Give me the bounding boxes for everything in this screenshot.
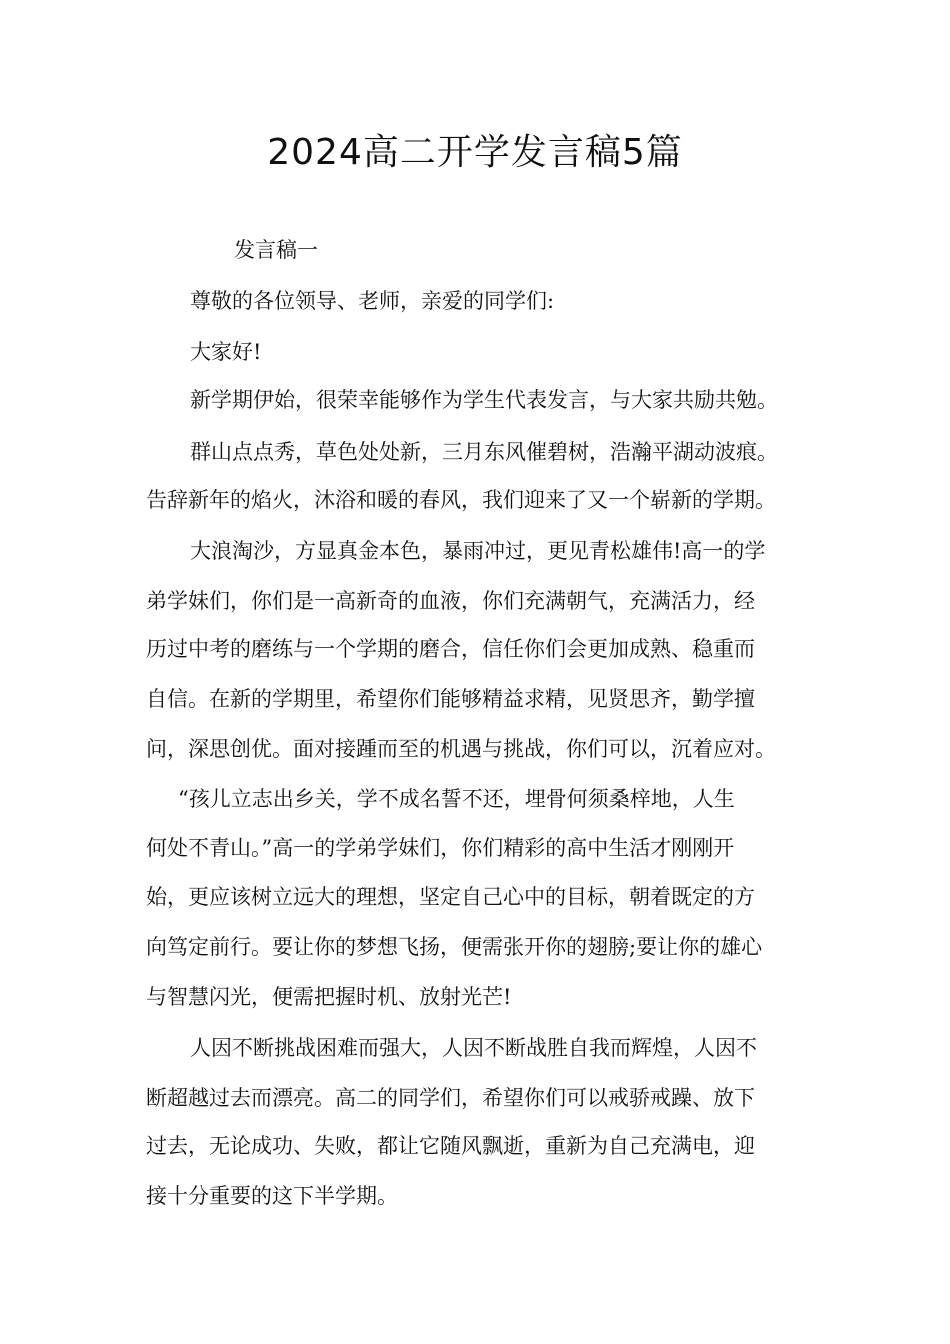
document-title: 2024高二开学发言稿5篇 xyxy=(267,132,683,173)
salutation: 尊敬的各位领导、老师，亲爱的同学们: xyxy=(190,289,555,313)
paragraph-line: 群山点点秀，草色处处新，三月东风催碧树，浩瀚平湖动波痕。 xyxy=(190,440,778,464)
section-label: 发言稿一 xyxy=(234,238,318,262)
paragraph-line: 告辞新年的焰火，沐浴和暖的春风，我们迎来了又一个崭新的学期。 xyxy=(146,488,776,512)
paragraph-line: 与智慧闪光，便需把握时机、放射光芒! xyxy=(146,985,512,1009)
paragraph-line: 接十分重要的这下半学期。 xyxy=(146,1184,398,1208)
greeting: 大家好! xyxy=(190,340,262,364)
paragraph-line: 向笃定前行。要让你的梦想飞扬，便需张开你的翅膀;要让你的雄心 xyxy=(146,935,763,959)
paragraph-line: 人因不断挑战困难而强大，人因不断战胜自我而辉煌，人因不 xyxy=(190,1036,757,1060)
paragraph-line: 始，更应该树立远大的理想，坚定自己心中的目标，朝着既定的方 xyxy=(146,885,755,909)
paragraph-line: 断超越过去而漂亮。高二的同学们，希望你们可以戒骄戒躁、放下 xyxy=(146,1086,755,1110)
paragraph-line: 新学期伊始，很荣幸能够作为学生代表发言，与大家共励共勉。 xyxy=(190,388,778,412)
paragraph-line: 过去，无论成功、失败，都让它随风飘逝，重新为自己充满电，迎 xyxy=(146,1134,755,1158)
paragraph-line: 历过中考的磨练与一个学期的磨合，信任你们会更加成熟、稳重而 xyxy=(146,637,755,661)
paragraph-line: 大浪淘沙，方显真金本色，暴雨冲过，更见青松雄伟!高一的学 xyxy=(190,539,766,563)
paragraph-line: 问，深思创优。面对接踵而至的机遇与挑战，你们可以，沉着应对。 xyxy=(146,737,776,761)
paragraph-line: 自信。在新的学期里，希望你们能够精益求精，见贤思齐，勤学擅 xyxy=(146,687,755,711)
paragraph-line: 弟学妹们，你们是一高新奇的血液，你们充满朝气，充满活力，经 xyxy=(146,589,755,613)
paragraph-line: 何处不青山。”高一的学弟学妹们，你们精彩的高中生活才刚刚开 xyxy=(146,836,735,860)
paragraph-line: “孩儿立志出乡关，学不成名誓不还，埋骨何须桑梓地，人生 xyxy=(178,787,735,811)
